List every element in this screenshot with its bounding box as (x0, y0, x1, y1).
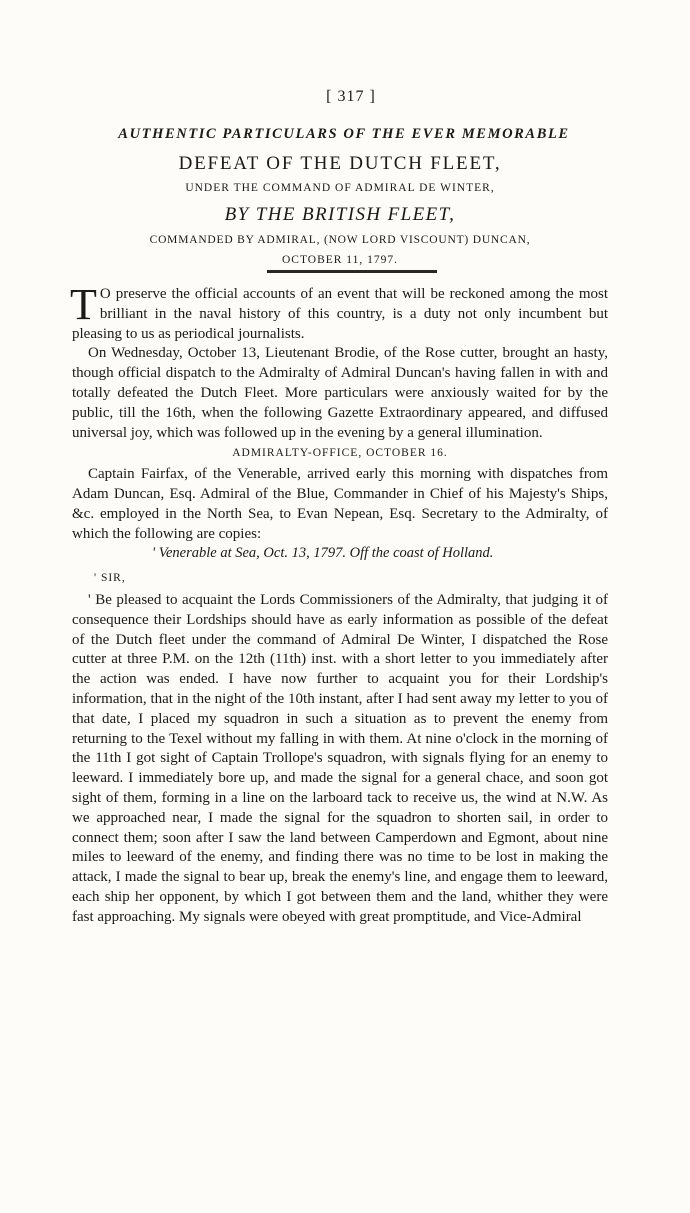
page-number: [ 317 ] (326, 88, 376, 105)
paragraph-intro (70, 280, 608, 344)
heading-rule (267, 270, 437, 273)
paragraph-fairfax: Captain Fairfax, of the Venerable, arrived early this morning with dispatches from Adam Duncan, Esq. Admiral of the Blue, Commander in Chief of his Majesty's Ships, &c. employed in the North Sea, to Evan Nepean, Esq. Secretary to the Admiralty, of which the following are copies: (72, 466, 608, 542)
paragraph-wednesday: On Wednesday, October 13, Lieutenant Brodie, of the Rose cutter, brought an hasty, though official dispatch to the Admiralty of Admiral Duncan's having fallen in with and totally defeated the Dutch Fleet. More particulars were anxiously waited for by the public, till the 16th, when the following Gazette Extraordinary appeared, and diffused universal joy, which was followed up in the evening by a general illumination. (72, 345, 608, 441)
heading-line-2: DEFEAT OF THE DUTCH FLEET, (178, 152, 502, 174)
heading-line-5: COMMANDED BY ADMIRAL, (NOW LORD VISCOUNT) DUNCAN, (149, 233, 531, 246)
letter-dateline: ' Venerable at Sea, Oct. 13, 1797. Off the coast of Holland. (152, 545, 494, 562)
article-heading (72, 126, 608, 273)
article-body (70, 280, 608, 928)
heading-line-1: AUTHENTIC PARTICULARS OF THE EVER MEMORABLE (118, 126, 570, 142)
paragraph-letter: ' Be pleased to acquaint the Lords Commissioners of the Admiralty, that judging it of consequence their Lordships should have as early information as possible of the defeat of the Dutch fleet under the command of Admiral De Winter, I dispatched the Rose cutter at three P.M. on the 12th (11th) inst. with a short letter to you immediately after the action was ended. I have now further to acquaint you for their Lordship's information, that in the night of the 10th instant, after I had sent away my letter to you of that date, I placed my squadron in such a situation as to prevent the enemy from returning to the Texel without my falling in with them. At nine o'clock in the morning of the 11th I got sight of Captain Trollope's squadron, with signals flying for an enemy to leeward. I immediately bore up, and made the signal for a general chace, and soon got sight of them, forming in a line on the larboard tack to receive us, the wind at N.W. As we approached near, I made the signal for the squadron to shorten sail, in order to connect them; soon after I saw the land between Camperdown and Egmont, about nine miles to leeward of the enemy, and finding there was no time to be lost in making the attack, I made the signal to bear up, break the enemy's line, and engage them to leeward, each ship her opponent, by which I got between them and the land, whither they were fast approaching. My signals were obeyed with great promptitude, and Vice-Admiral (72, 591, 608, 925)
paragraph-intro-text: O preserve the official accounts of an event that will be reckoned among the most brilliant in the naval history of this country, is a duty not only incumbent but pleasing to us as periodical journalists. (72, 286, 608, 342)
letter-salutation: ' SIR, (94, 572, 126, 585)
admiralty-office-heading: ADMIRALTY-OFFICE, OCTOBER 16. (232, 447, 448, 460)
heading-line-4: BY THE BRITISH FLEET, (224, 203, 456, 225)
drop-cap: T (70, 280, 97, 330)
heading-line-3: UNDER THE COMMAND OF ADMIRAL DE WINTER, (185, 181, 495, 194)
heading-date: OCTOBER 11, 1797. (281, 253, 399, 266)
